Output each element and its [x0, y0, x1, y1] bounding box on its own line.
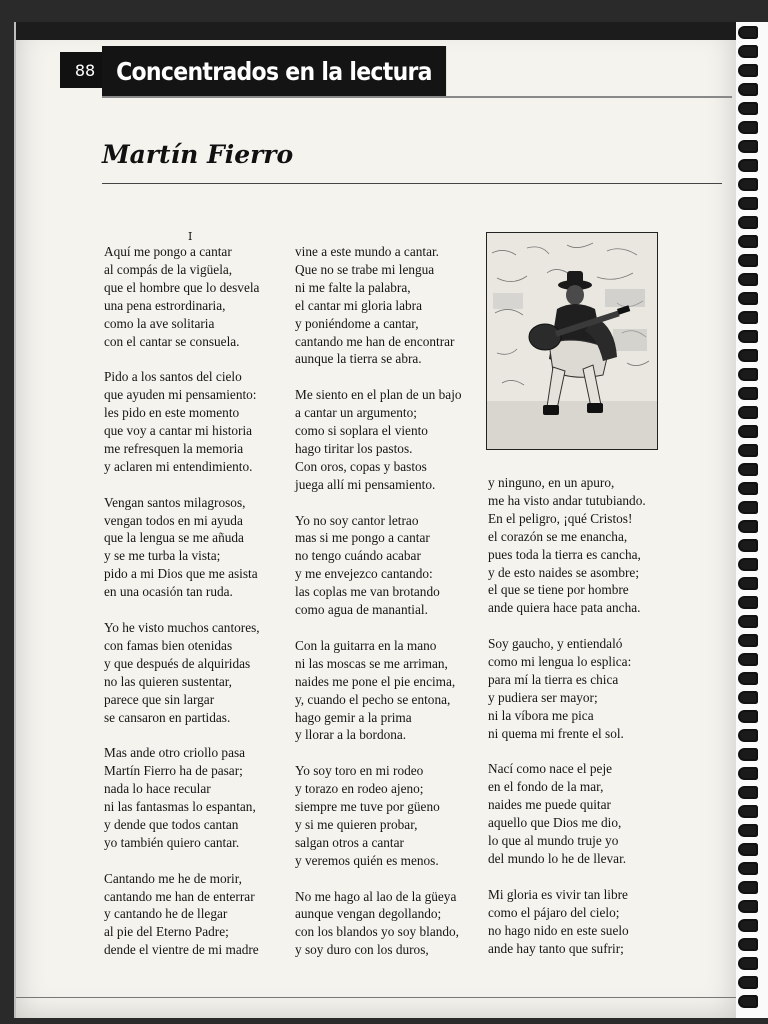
stanza [295, 386, 485, 493]
verse-line: yo también quiero cantar. [104, 834, 240, 850]
binding-ring [738, 634, 758, 647]
verse-line: aunque vengan degollando; [295, 906, 442, 922]
verse-line: hago tiritar los pastos. [295, 440, 413, 456]
verse-line: y llorar a la bordona. [295, 727, 407, 743]
binding-ring [738, 311, 758, 324]
stanza [104, 870, 294, 960]
stanza [295, 888, 485, 960]
poem-column-left [104, 243, 294, 977]
poem-title: Martín Fierro [102, 140, 294, 169]
verse-line: vine a este mundo a cantar. [295, 244, 439, 259]
binding-ring [738, 26, 758, 39]
verse-line: naides me pone el pie encima, [295, 673, 456, 689]
binding-ring [738, 482, 758, 495]
verse-line: para mí la tierra es chica [488, 671, 619, 687]
verse-line: que el hombre que lo desvela [104, 279, 260, 295]
verse-line: cantando me han de encontrar [295, 333, 455, 349]
verse-line: como mi lengua lo esplica: [488, 654, 632, 670]
verse-line: me refresquen la memoria [104, 440, 244, 456]
binding-ring [738, 919, 758, 932]
verse-line: el que se tiene por hombre [488, 582, 629, 598]
binding-ring [738, 710, 758, 723]
binding-ring [738, 463, 758, 476]
verse-line: Soy gaucho, y entiendaló [488, 636, 623, 652]
verse-line: como la ave solitaria [104, 315, 215, 331]
stanza [104, 744, 294, 851]
binding-ring [738, 330, 758, 343]
binding-ring [738, 976, 758, 989]
verse-line: Martín Fierro ha de pasar; [104, 763, 243, 779]
verse-line: y pudiera ser mayor; [488, 689, 598, 705]
binding-ring [738, 254, 758, 267]
verse-line: del mundo lo he de llevar. [488, 851, 627, 866]
stanza [488, 886, 678, 958]
stanza [295, 243, 485, 368]
verse-line: ande hay tanto que sufrir; [488, 940, 624, 956]
binding-ring [738, 957, 758, 970]
verse-line: ni las moscas se me arriman, [295, 655, 448, 671]
stanza [488, 635, 678, 742]
ground [487, 401, 657, 449]
binding-ring [738, 235, 758, 248]
verse-line: y cantando he de llegar [104, 906, 228, 922]
verse-line: una pena estrordinaria, [104, 297, 226, 313]
verse-line: hago gemir a la prima [295, 709, 412, 725]
verse-line: juega allí mi pensamiento. [295, 476, 436, 492]
verse-line: mas si me pongo a cantar [295, 530, 430, 546]
verse-line: cantando me han de enterrar [104, 888, 255, 904]
verse-line: Yo soy toro en mi rodeo [295, 763, 424, 779]
gaucho-drawing [487, 233, 657, 449]
binding-ring [738, 691, 758, 704]
verse-line: como el pájaro del cielo; [488, 904, 620, 920]
verse-line: Mi gloria es vivir tan libre [488, 886, 628, 902]
bottom-rule [16, 997, 736, 998]
verse-line: Nací como nace el peje [488, 761, 613, 777]
verse-line: que voy a cantar mi historia [104, 423, 253, 439]
verse-line: en una ocasión tan ruda. [104, 584, 233, 600]
verse-line: y ninguno, en un apuro, [488, 475, 615, 490]
verse-line: y veremos quién es menos. [295, 852, 439, 868]
textbook-page [14, 22, 736, 1018]
stanza [295, 637, 485, 744]
canto-numeral: I [188, 230, 193, 243]
verse-line: Cantando me he de morir, [104, 870, 242, 886]
verse-line: Aquí me pongo a cantar [104, 244, 232, 259]
binding-ring [738, 900, 758, 913]
verse-line: el corazón se me enancha, [488, 528, 628, 544]
verse-line: me ha visto andar tutubiando. [488, 492, 646, 508]
verse-line: como si soplara el viento [295, 423, 428, 439]
verse-line: naides me puede quitar [488, 797, 611, 813]
binding-ring [738, 349, 758, 362]
verse-line: se cansaron en partidas. [104, 709, 231, 725]
stanza [104, 243, 294, 350]
verse-line: vengan todos en mi ayuda [104, 512, 243, 528]
binding-ring [738, 767, 758, 780]
binding-ring [738, 140, 758, 153]
verse-line: y, cuando el pecho se entona, [295, 691, 451, 707]
stanza [488, 474, 678, 617]
verse-line: y poniéndome a cantar, [295, 315, 419, 331]
verse-line: el cantar mi gloria labra [295, 297, 422, 313]
verse-line: al compás de la vigüela, [104, 261, 233, 277]
spiral-binding [736, 22, 768, 1018]
binding-ring [738, 178, 758, 191]
binding-ring [738, 83, 758, 96]
binding-ring [738, 558, 758, 571]
verse-line: Me siento en el plan de un bajo [295, 387, 462, 403]
binding-ring [738, 216, 758, 229]
verse-line: con el cantar se consuela. [104, 333, 240, 349]
header-rule [102, 96, 732, 98]
page-number: 88 [60, 52, 110, 88]
binding-ring [738, 824, 758, 837]
verse-line: no tengo cuándo acabar [295, 548, 421, 564]
verse-line: pido a mi Dios que me asista [104, 566, 258, 582]
section-header: Concentrados en la lectura [102, 46, 446, 96]
verse-line: y torazo en rodeo ajeno; [295, 781, 424, 797]
binding-ring [738, 786, 758, 799]
verse-line: Que no se trabe mi lengua [295, 261, 435, 277]
verse-line: como agua de manantial. [295, 602, 428, 618]
verse-line: parece que sin largar [104, 691, 215, 707]
verse-line: las coplas me van brotando [295, 584, 440, 600]
verse-line: aunque la tierra se abra. [295, 351, 422, 367]
binding-ring [738, 995, 758, 1008]
binding-ring [738, 615, 758, 628]
verse-line: Yo he visto muchos cantores, [104, 619, 260, 635]
verse-line: con los blandos yo soy blando, [295, 924, 459, 940]
verse-line: ni quema mi frente el sol. [488, 725, 624, 741]
verse-line: al pie del Eterno Padre; [104, 924, 229, 940]
binding-ring [738, 938, 758, 951]
binding-ring [738, 121, 758, 134]
verse-line: pues toda la tierra es cancha, [488, 546, 641, 562]
verse-line: y si me quieren probar, [295, 816, 418, 832]
binding-ring [738, 520, 758, 533]
verse-line: les pido en este momento [104, 405, 240, 421]
stanza [104, 368, 294, 475]
binding-ring [738, 387, 758, 400]
binding-ring [738, 843, 758, 856]
verse-line: En el peligro, ¡qué Cristos! [488, 510, 633, 526]
binding-ring [738, 292, 758, 305]
binding-ring [738, 862, 758, 875]
verse-line: ande quiera hace pata ancha. [488, 600, 641, 616]
verse-line: Con la guitarra en la mano [295, 637, 437, 653]
gaucho-illustration [486, 232, 658, 450]
poem-column-right [488, 474, 678, 975]
binding-ring [738, 102, 758, 115]
verse-line: no las quieren sustentar, [104, 673, 232, 689]
verse-line: que la lengua se me añuda [104, 530, 244, 546]
stanza [104, 619, 294, 726]
binding-ring [738, 444, 758, 457]
binding-ring [738, 596, 758, 609]
verse-line: con famas bien otenidas [104, 637, 233, 653]
verse-line: que ayuden mi pensamiento: [104, 387, 257, 403]
verse-line: dende el vientre de mi madre [104, 942, 259, 958]
binding-ring [738, 45, 758, 58]
verse-line: y que después de alquiridas [104, 655, 251, 671]
verse-line: Vengan santos milagrosos, [104, 494, 246, 510]
binding-ring [738, 805, 758, 818]
verse-line: y se me turba la vista; [104, 548, 221, 564]
verse-line: Yo no soy cantor letrao [295, 512, 419, 528]
verse-line: lo que al mundo truje yo [488, 833, 619, 849]
verse-line: y aclaren mi entendimiento. [104, 458, 253, 474]
verse-line: y soy duro con los duros, [295, 942, 429, 958]
poem-column-middle [295, 243, 485, 977]
binding-ring [738, 729, 758, 742]
verse-line: ni las fantasmas lo espantan, [104, 799, 256, 815]
binding-ring [738, 197, 758, 210]
binding-ring [738, 539, 758, 552]
binding-ring [738, 159, 758, 172]
binding-ring [738, 501, 758, 514]
title-rule [102, 183, 722, 184]
stanza [295, 762, 485, 869]
verse-line: Mas ande otro criollo pasa [104, 745, 246, 761]
verse-line: y de esto naides se asombre; [488, 564, 640, 580]
verse-line: y dende que todos cantan [104, 816, 239, 832]
verse-line: siempre me tuve por güeno [295, 799, 440, 815]
binding-ring [738, 881, 758, 894]
verse-line: ni me falte la palabra, [295, 279, 411, 295]
binding-ring [738, 273, 758, 286]
binding-ring [738, 368, 758, 381]
verse-line: ni la víbora me pica [488, 707, 594, 723]
binding-ring [738, 672, 758, 685]
verse-line: salgan otros a cantar [295, 834, 404, 850]
verse-line: aquello que Dios me dio, [488, 815, 622, 831]
verse-line: y me envejezco cantando: [295, 566, 433, 582]
verse-line: No me hago al lao de la güeya [295, 888, 457, 904]
binding-ring [738, 577, 758, 590]
binding-ring [738, 425, 758, 438]
stanza [295, 512, 485, 619]
verse-line: Pido a los santos del cielo [104, 369, 242, 385]
binding-ring [738, 653, 758, 666]
stanza [488, 760, 678, 867]
verse-line: no hago nido en este suelo [488, 922, 629, 938]
binding-ring [738, 64, 758, 77]
verse-line: a cantar un argumento; [295, 405, 417, 421]
stanza [104, 494, 294, 601]
top-band [16, 22, 736, 40]
binding-ring [738, 748, 758, 761]
verse-line: nada lo hace recular [104, 781, 211, 797]
binding-ring [738, 406, 758, 419]
verse-line: en el fondo de la mar, [488, 779, 604, 795]
verse-line: Con oros, copas y bastos [295, 458, 427, 474]
